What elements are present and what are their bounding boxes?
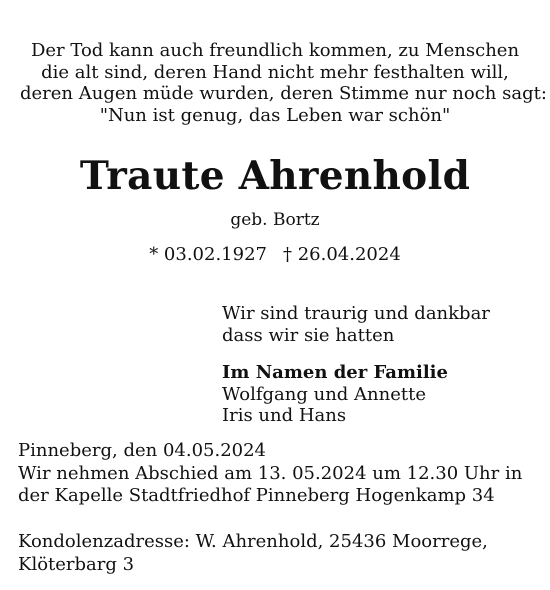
life-dates (0, 242, 550, 268)
birth-date: * 03.02.1927 (149, 244, 267, 265)
family-member: Wolfgang und Annette (222, 383, 427, 405)
address-line: Kondolenzadresse: W. Ahrenhold, 25436 Moorrege, (18, 531, 488, 552)
thanks-line: dass wir sie hatten (222, 325, 395, 346)
deceased-name: Traute Ahrenhold (79, 153, 471, 199)
poem-line: "Nun ist genug, das Leben war schön" (99, 104, 451, 126)
poem-line: die alt sind, deren Hand nicht mehr festhalten will, (41, 61, 509, 83)
thanks-line: Wir sind traurig und dankbar (222, 303, 490, 324)
farewell-line: der Kapelle Stadtfriedhof Pinneberg Hogenkamp 34 (18, 485, 495, 506)
farewell-line: Wir nehmen Abschied am 13. 05.2024 um 12.30 Uhr in (18, 462, 523, 484)
maiden-name: geb. Bortz (230, 210, 320, 230)
condolence-address (18, 531, 488, 576)
place-date: Pinneberg, den 04.05.2024 (18, 440, 267, 461)
funeral-details (18, 440, 522, 508)
family-heading: Im Namen der Familie (222, 362, 448, 383)
address-line: Klöterbarg 3 (18, 553, 135, 575)
family-signature (222, 362, 448, 427)
memorial-poem (20, 40, 547, 126)
death-date: † 26.04.2024 (283, 244, 401, 265)
thanks-message (222, 303, 490, 347)
family-member: Iris und Hans (222, 405, 347, 426)
poem-line: Der Tod kann auch freundlich kommen, zu Menschen (30, 40, 520, 61)
poem-line: deren Augen müde wurden, deren Stimme nur noch sagt: (20, 83, 547, 104)
